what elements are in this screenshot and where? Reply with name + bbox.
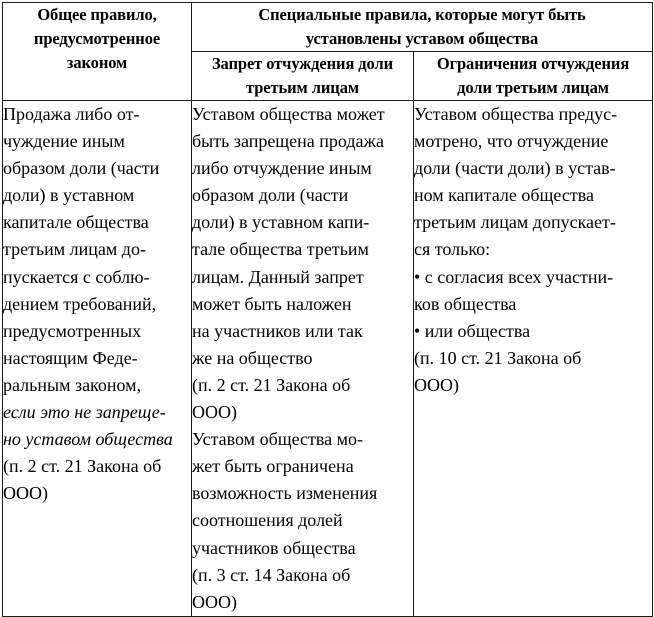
text-line: образом доли (части [192,185,349,206]
text-line: третьим лицам до- [3,239,146,260]
header-cell-prohibition [192,52,414,101]
header-line: Специальные правила, которые могут быть [258,5,586,24]
body-cell-prohibition [192,101,414,617]
text-line: ООО) [3,483,48,504]
text-line: быть запрещена продажа [192,131,384,152]
text-line: доли) в уставном капи- [192,212,370,233]
body-cell-restrictions [414,101,653,617]
text-line: (п. 2 ст. 21 Закона об [3,456,162,477]
text-line: ральным законом, [3,374,142,395]
text-line: же на общество [192,347,313,368]
text-line: соотношения долей [192,510,343,531]
text-line: чуждение иным [3,131,125,152]
text-line: • с согласия всех участни- [414,266,614,287]
text-line: жет быть ограничена [192,456,354,477]
text-line: третьим лицам допускает- [414,212,616,233]
text-line: лицам. Данный запрет [192,266,364,287]
text-line: (п. 10 ст. 21 Закона об [414,347,582,368]
header-line: законом [66,53,128,72]
text-line: на участников или так [192,320,363,341]
text-line: капитале общества [3,212,149,233]
body-cell-general-rule [3,101,192,617]
text-line: либо отчуждение иным [192,158,372,179]
text-line: тале общества третьим [192,239,369,260]
header-line: Запрет отчуждения доли [211,54,394,73]
text-line: участников общества [192,537,356,558]
text-line: ном капитале общества [414,185,594,206]
text-line: мотрено, что отчуждение [414,131,609,152]
text-line: ООО) [192,591,237,612]
header-cell-restrictions [414,52,653,101]
header-line: Ограничения отчуждения [436,54,630,73]
text-line: пускается с соблю- [3,266,150,287]
text-line: Уставом общества мо- [192,429,364,450]
text-line: дением требований, [3,293,157,314]
text-line: образом доли (части [3,158,160,179]
text-line: Уставом общества может [192,104,385,124]
text-line: Продажа либо от- [3,104,140,124]
table-header-row-group [3,3,653,52]
text-line: доли) в уставном [3,185,135,206]
header-line: Общее правило, [37,5,157,24]
table-row [3,101,653,617]
text-line: ков общества [414,293,517,314]
legal-comparison-table [2,2,653,617]
text-line: предусмотренных [3,320,142,341]
text-line: Уставом общества предус- [414,104,618,124]
text-line: (п. 3 ст. 14 Закона об [192,564,351,585]
header-line: предусмотренное [33,29,161,48]
header-cell-general-rule [3,3,192,101]
text-line: ООО) [414,374,459,395]
header-line: установлены уставом общества [305,29,539,48]
text-line: ся только: [414,239,491,260]
text-line: но уставом общества [3,429,173,450]
text-line: если это не запреще- [3,402,166,423]
text-line: настоящим Феде- [3,347,138,368]
header-line: третьим лицам [246,78,359,97]
text-line: может быть наложен [192,293,352,314]
text-line: доли (части доли) в устав- [414,158,616,179]
text-line: • или общества [414,320,531,341]
text-line: ООО) [192,402,237,423]
text-line: (п. 2 ст. 21 Закона об [192,374,351,395]
header-line: доли третьим лицам [457,78,609,97]
text-line: возможность изменения [192,483,378,504]
header-cell-special-rules-group [192,3,653,52]
